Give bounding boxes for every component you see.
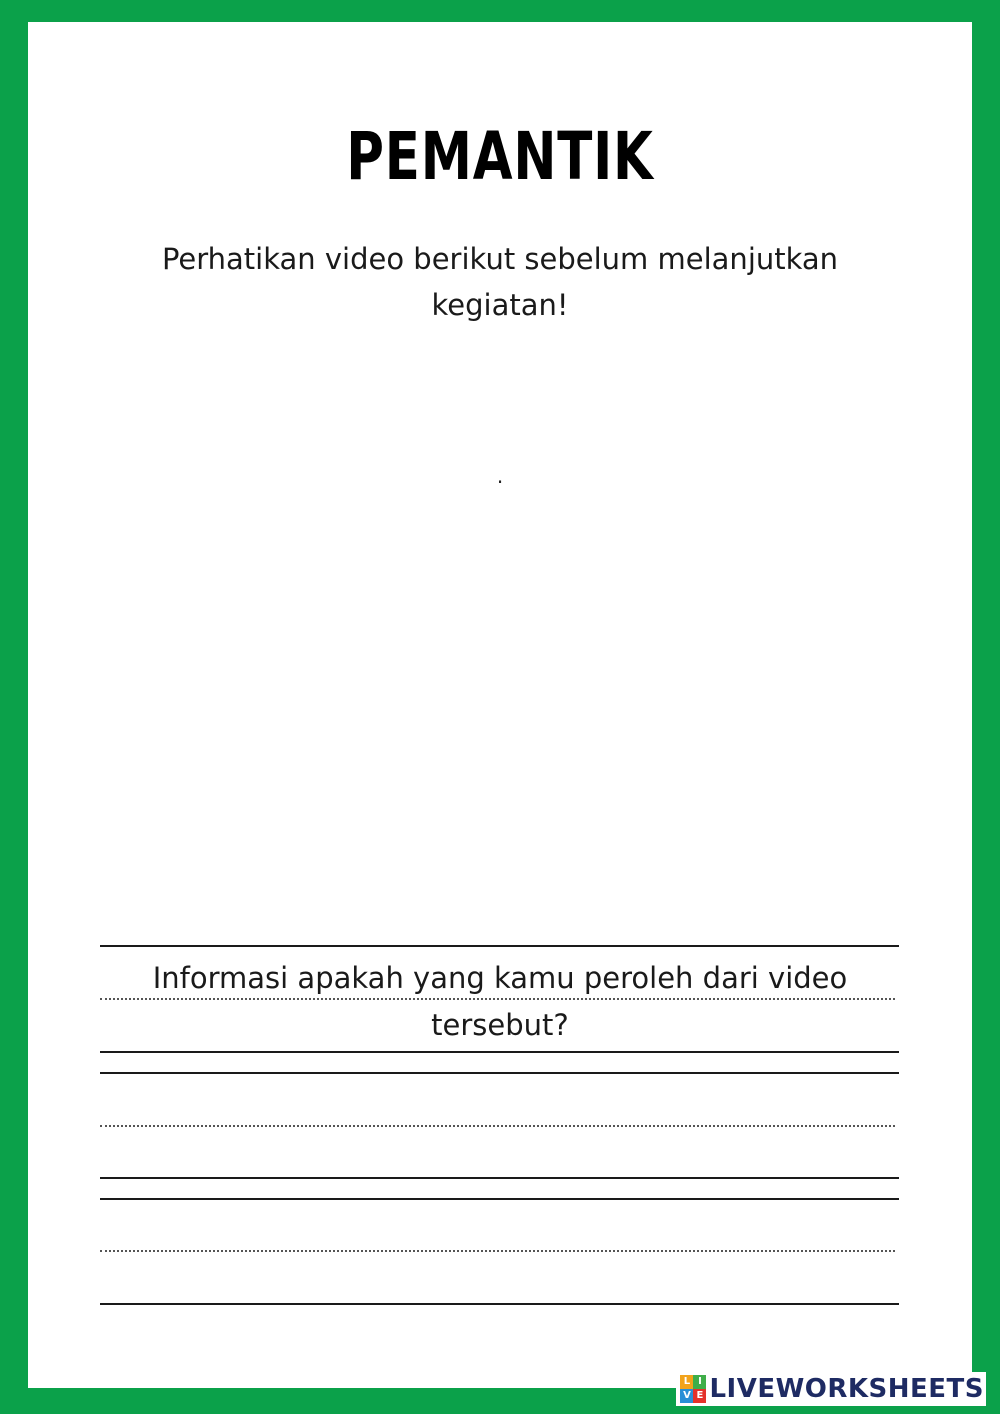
liveworksheets-logo	[676, 1372, 986, 1406]
answer-line-top	[100, 945, 899, 947]
logo-mark-letter: I	[693, 1375, 706, 1389]
question-text: Informasi apakah yang kamu peroleh dari video tersebut?	[152, 961, 848, 1042]
answer-line-bottom	[100, 1303, 899, 1305]
video-placeholder[interactable]: .	[496, 464, 504, 488]
answer-guide-line	[100, 1125, 895, 1127]
answer-line-top[interactable]	[100, 1198, 899, 1200]
answer-line-top[interactable]	[100, 1072, 899, 1074]
answer-line-bottom	[100, 1051, 899, 1053]
answer-line-bottom	[100, 1177, 899, 1179]
logo-mark-letter: E	[693, 1389, 706, 1403]
logo-mark-letter: L	[680, 1375, 693, 1389]
liveworksheets-logo-icon	[680, 1375, 706, 1403]
logo-mark-letter: V	[680, 1389, 693, 1403]
instruction-text: Perhatikan video berikut sebelum melanjutkan kegiatan!	[161, 242, 839, 322]
logo-text: LIVEWORKSHEETS	[709, 1374, 984, 1404]
page-title: PEMANTIK	[346, 118, 654, 195]
answer-guide-line	[100, 1250, 895, 1252]
